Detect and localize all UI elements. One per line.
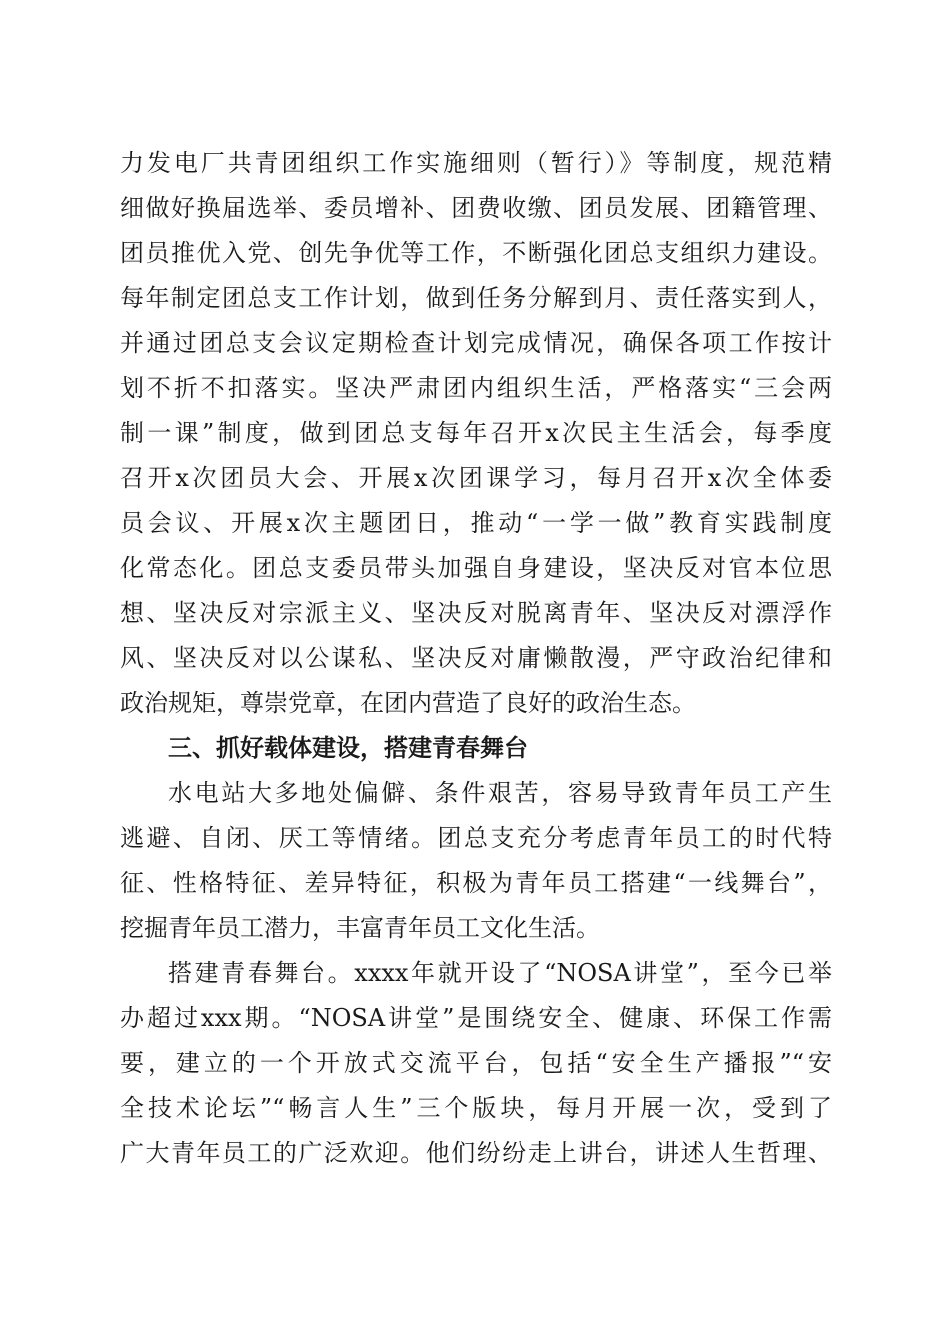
paragraph-line: 水电站大多地处偏僻、条件艰苦，容易导致青年员工产生 bbox=[168, 779, 832, 807]
paragraph-line: 搭建青春舞台。xxxx年就开设了“NOSA讲堂”，至今已举 bbox=[168, 959, 832, 987]
paragraph-line: 要，建立的一个开放式交流平台，包括“安全生产播报”“安 bbox=[120, 1049, 832, 1077]
paragraph-line: 想、坚决反对宗派主义、坚决反对脱离青年、坚决反对漂浮作 bbox=[120, 599, 832, 627]
paragraph-line: 化常态化。团总支委员带头加强自身建设，坚决反对官本位思 bbox=[120, 554, 832, 582]
paragraph-line: 挖掘青年员工潜力，丰富青年员工文化生活。 bbox=[120, 914, 600, 942]
paragraph-line: 员会议、开展x次主题团日，推动“一学一做”教育实践制度 bbox=[120, 509, 832, 537]
paragraph-line: 划不折不扣落实。坚决严肃团内组织生活，严格落实“三会两 bbox=[120, 374, 832, 402]
section-heading: 三、抓好载体建设，搭建青春舞台 bbox=[168, 734, 528, 762]
paragraph-line: 办超过xxx期。“NOSA讲堂”是围绕安全、健康、环保工作需 bbox=[120, 1004, 832, 1032]
paragraph-line: 每年制定团总支工作计划，做到任务分解到月、责任落实到人， bbox=[120, 284, 832, 312]
paragraph-line: 政治规矩，尊崇党章，在团内营造了良好的政治生态。 bbox=[120, 689, 696, 717]
paragraph-line: 风、坚决反对以公谋私、坚决反对庸懒散漫，严守政治纪律和 bbox=[120, 644, 832, 672]
paragraph-line: 制一课”制度，做到团总支每年召开x次民主生活会，每季度 bbox=[120, 419, 832, 447]
paragraph-line: 召开x次团员大会、开展x次团课学习，每月召开x次全体委 bbox=[120, 464, 832, 492]
paragraph-line: 逃避、自闭、厌工等情绪。团总支充分考虑青年员工的时代特 bbox=[120, 824, 832, 852]
paragraph-line: 征、性格特征、差异特征，积极为青年员工搭建“一线舞台”， bbox=[120, 869, 832, 897]
paragraph-line: 广大青年员工的广泛欢迎。他们纷纷走上讲台，讲述人生哲理、 bbox=[120, 1139, 832, 1167]
paragraph-line: 细做好换届选举、委员增补、团费收缴、团员发展、团籍管理、 bbox=[120, 194, 832, 222]
paragraph-line: 并通过团总支会议定期检查计划完成情况，确保各项工作按计 bbox=[120, 329, 832, 357]
paragraph-line: 全技术论坛”“畅言人生”三个版块，每月开展一次，受到了 bbox=[120, 1094, 832, 1122]
paragraph-line: 团员推优入党、创先争优等工作，不断强化团总支组织力建设。 bbox=[120, 239, 832, 267]
paragraph-line: 力发电厂共青团组织工作实施细则（暂行）》等制度，规范精 bbox=[120, 149, 832, 177]
